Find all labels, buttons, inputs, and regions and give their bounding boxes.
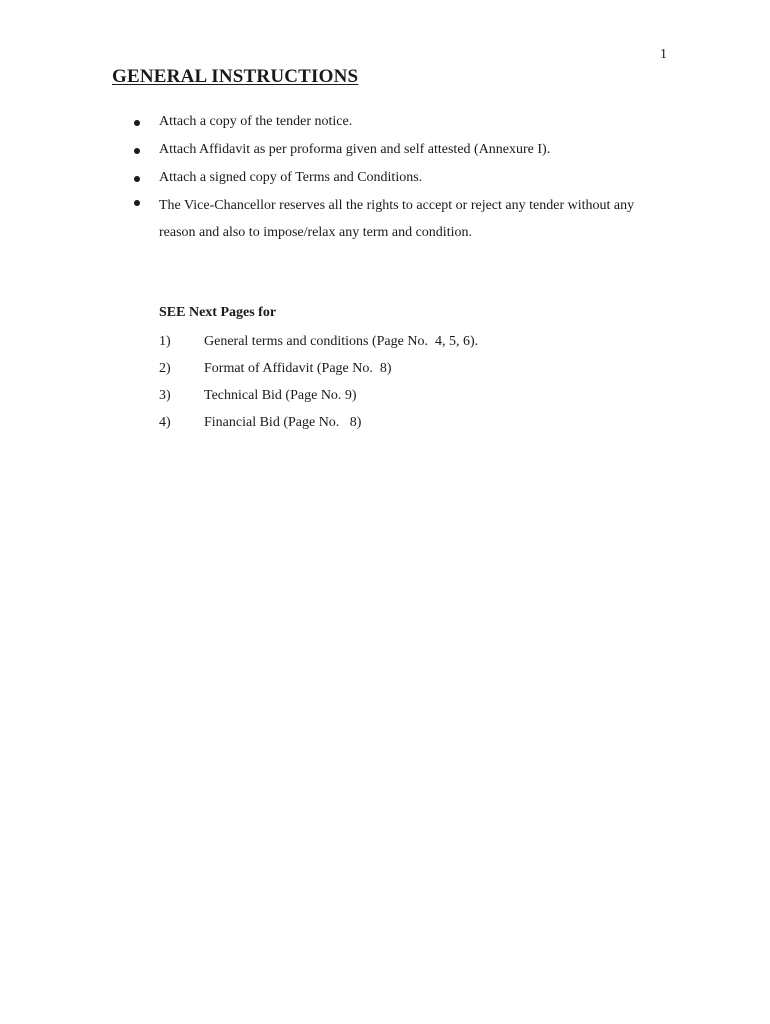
numbered-item xyxy=(0,386,770,413)
list-item-text: Attach a signed copy of Terms and Conditions. xyxy=(159,170,423,185)
item-text: Financial Bid (Page No. 8) xyxy=(204,415,362,430)
numbered-item xyxy=(0,413,770,440)
numbered-item xyxy=(0,332,770,359)
bullet-icon xyxy=(134,120,140,126)
list-item-text: The Vice-Chancellor reserves all the rights to accept or reject any tender without any reason and also to impose/relax any term and condition. xyxy=(159,198,635,240)
bullet-icon xyxy=(134,176,140,182)
bullet-icon xyxy=(134,200,140,206)
item-text: Technical Bid (Page No. 9) xyxy=(204,388,357,403)
bullet-icon xyxy=(134,148,140,154)
list-item xyxy=(0,140,770,160)
list-item xyxy=(0,112,770,132)
item-text: Format of Affidavit (Page No. 8) xyxy=(204,361,392,376)
page-title: GENERAL INSTRUCTIONS xyxy=(112,66,359,87)
list-item-text: Attach Affidavit as per proforma given and self attested (Annexure I). xyxy=(159,142,551,157)
list-item-text: Attach a copy of the tender notice. xyxy=(159,114,353,129)
item-number: 1) xyxy=(159,334,171,349)
list-item xyxy=(0,192,770,246)
see-next-list xyxy=(0,332,770,440)
instructions-list xyxy=(0,112,770,254)
list-item xyxy=(0,168,770,188)
item-text: General terms and conditions (Page No. 4, 5, 6). xyxy=(204,334,479,349)
item-number: 3) xyxy=(159,388,171,403)
item-number: 4) xyxy=(159,415,171,430)
numbered-item xyxy=(0,359,770,386)
page-number: 1 xyxy=(660,47,667,62)
see-next-heading: SEE Next Pages for xyxy=(159,305,277,320)
item-number: 2) xyxy=(159,361,171,376)
